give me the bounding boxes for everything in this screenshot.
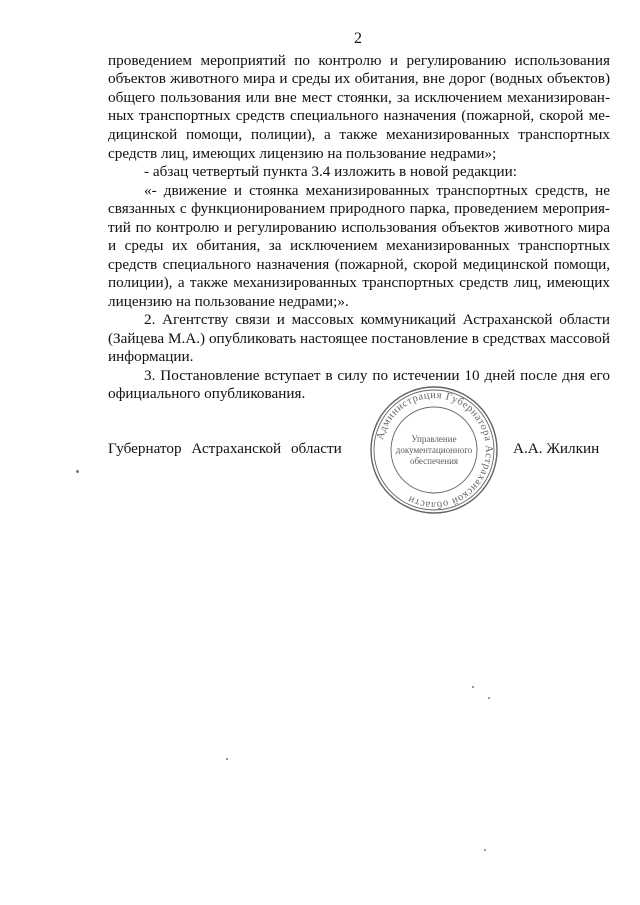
body-line: объектов животного мира и среды их обитания, вне дорог (водных объектов) xyxy=(108,70,610,87)
signature-title: Губернатор Астраханской области xyxy=(108,440,342,457)
seal-ring-text: Администрация Губернатора Астраханской области xyxy=(375,389,495,511)
body-line: полиции), а также механизированных транспортных средств лиц, имеющих xyxy=(108,274,610,291)
page-number: 2 xyxy=(354,30,362,47)
body-line: официального опубликования. xyxy=(108,385,306,402)
seal-inner-line: документационного xyxy=(395,445,473,455)
body-line: ных транспортных средств специального назначения (пожарной, скорой ме- xyxy=(108,107,610,124)
body-line: - абзац четвертый пункта 3.4 изложить в новой редакции: xyxy=(144,163,517,180)
seal-inner-line: обеспечения xyxy=(409,456,459,466)
body-line: 3. Постановление вступает в силу по истечении 10 дней после дня его xyxy=(144,367,610,384)
body-line: лицензию на пользование недрами;». xyxy=(108,293,349,310)
body-line: информации. xyxy=(108,348,194,365)
body-line: 2. Агентству связи и массовых коммуникаций Астраханской области xyxy=(144,311,610,328)
body-line: «- движение и стоянка механизированных транспортных средств, не xyxy=(144,182,610,199)
body-line: средств специального назначения (пожарной, скорой медицинской помощи, xyxy=(108,256,610,273)
official-seal-stamp xyxy=(369,385,499,515)
scan-speck xyxy=(76,470,79,473)
body-line: общего пользования или вне мест стоянки, за исключением механизирован- xyxy=(108,89,610,106)
scan-speck xyxy=(488,697,490,699)
body-line: проведением мероприятий по контролю и регулированию использования xyxy=(108,52,610,69)
body-line: дицинской помощи, полиции), а также механизированных транспортных xyxy=(108,126,610,143)
signature-name: А.А. Жилкин xyxy=(513,440,600,457)
scan-speck xyxy=(226,758,228,760)
body-line: и среды их обитания, за исключением механизированных транспортных xyxy=(108,237,610,254)
body-line: тий по контролю и регулированию использования объектов животного мира xyxy=(108,219,610,236)
scan-speck xyxy=(484,849,486,851)
seal-inner-line: Управление xyxy=(411,434,457,444)
body-line: (Зайцева М.А.) опубликовать настоящее постановление в средствах массовой xyxy=(108,330,610,347)
scan-speck xyxy=(472,686,474,688)
body-line: связанных с функционированием природного парка, проведением мероприя- xyxy=(108,200,610,217)
body-line: средств лиц, имеющих лицензию на пользование недрами»; xyxy=(108,145,497,162)
